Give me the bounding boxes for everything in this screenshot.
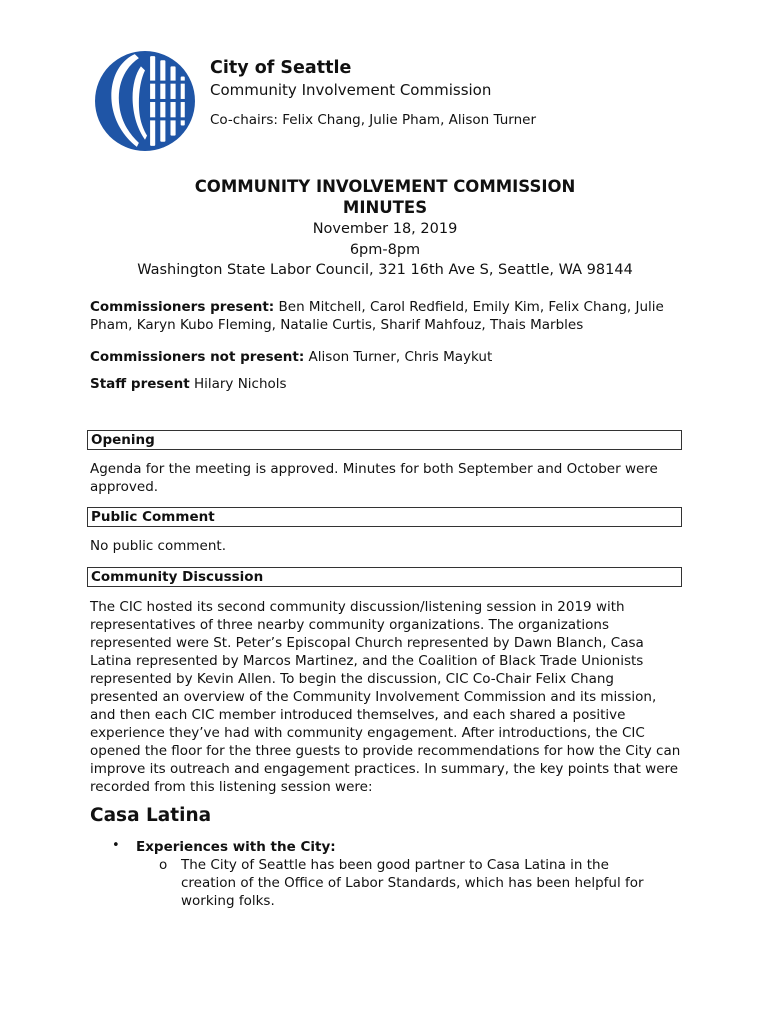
section-heading-community-discussion: Community Discussion <box>87 567 682 587</box>
present-names: Ben Mitchell, Carol Redfield, Emily Kim, Felix Chang, Julie Pham, Karyn Kubo Fleming, Natalie Curtis, Sharif Mahfouz, Thais Marbles <box>90 299 664 333</box>
absent-label: Commissioners not present: <box>90 349 305 365</box>
title-line-1: COMMUNITY INVOLVEMENT COMMISSION <box>194 177 576 196</box>
meeting-time: 6pm-8pm <box>349 241 421 258</box>
opening-text: Agenda for the meeting is approved. Minutes for both September and October were approved. <box>90 461 658 495</box>
absent-names: Alison Turner, Chris Maykut <box>308 349 493 365</box>
meeting-date: November 18, 2019 <box>312 221 458 237</box>
cochairs-line: Co-chairs: Felix Chang, Julie Pham, Alison Turner <box>210 112 537 128</box>
city-of-seattle-logo <box>94 50 196 152</box>
meeting-location: Washington State Labor Council, 321 16th Ave S, Seattle, WA 98144 <box>137 262 633 278</box>
staff-present <box>90 375 690 393</box>
title-line-2: MINUTES <box>342 198 428 217</box>
experience-item: The City of Seattle has been good partner to Casa Latina in the creation of the Office of Labor Standards, which has been helpful for working folks. <box>181 857 644 909</box>
present-label: Commissioners present: <box>90 299 275 315</box>
commissioners-present <box>90 298 690 334</box>
staff-label: Staff present <box>90 376 190 392</box>
org-name: City of Seattle <box>210 58 352 78</box>
organization-header <box>210 57 536 129</box>
bullet-icon: • <box>112 838 120 853</box>
sub-bullet-icon: o <box>159 857 168 873</box>
experiences-label: Experiences with the City: <box>136 839 336 855</box>
department-name: Community Involvement Commission <box>210 81 492 99</box>
commissioners-absent <box>90 348 690 366</box>
section-heading-opening: Opening <box>87 430 682 450</box>
section-heading-public-comment: Public Comment <box>87 507 682 527</box>
casa-latina-heading: Casa Latina <box>90 805 212 826</box>
public-comment-text: No public comment. <box>90 538 226 554</box>
staff-names: Hilary Nichols <box>193 376 287 392</box>
meeting-info <box>90 219 680 281</box>
document-title <box>90 176 680 218</box>
community-discussion-text: The CIC hosted its second community discussion/listening session in 2019 with representatives of three nearby community organizations. The organizations represented were St. Peter’s Episcopal Church represented by Dawn Blanch, Casa Latina represented by Marcos Martinez, and the Coalition of Black Trade Unionists represented by Kevin Allen. To begin the discussion, CIC Co-Chair Felix Chang presented an overview of the Community Involvement Commission and its mission, and then each CIC member introduced themselves, and each shared a positive experience they’ve had with community engagement. After introductions, the CIC opened the floor for the three guests to provide recommendations for how the City can improve its outreach and engagement practices. In summary, the key points that were recorded from this listening session were: <box>90 599 681 795</box>
